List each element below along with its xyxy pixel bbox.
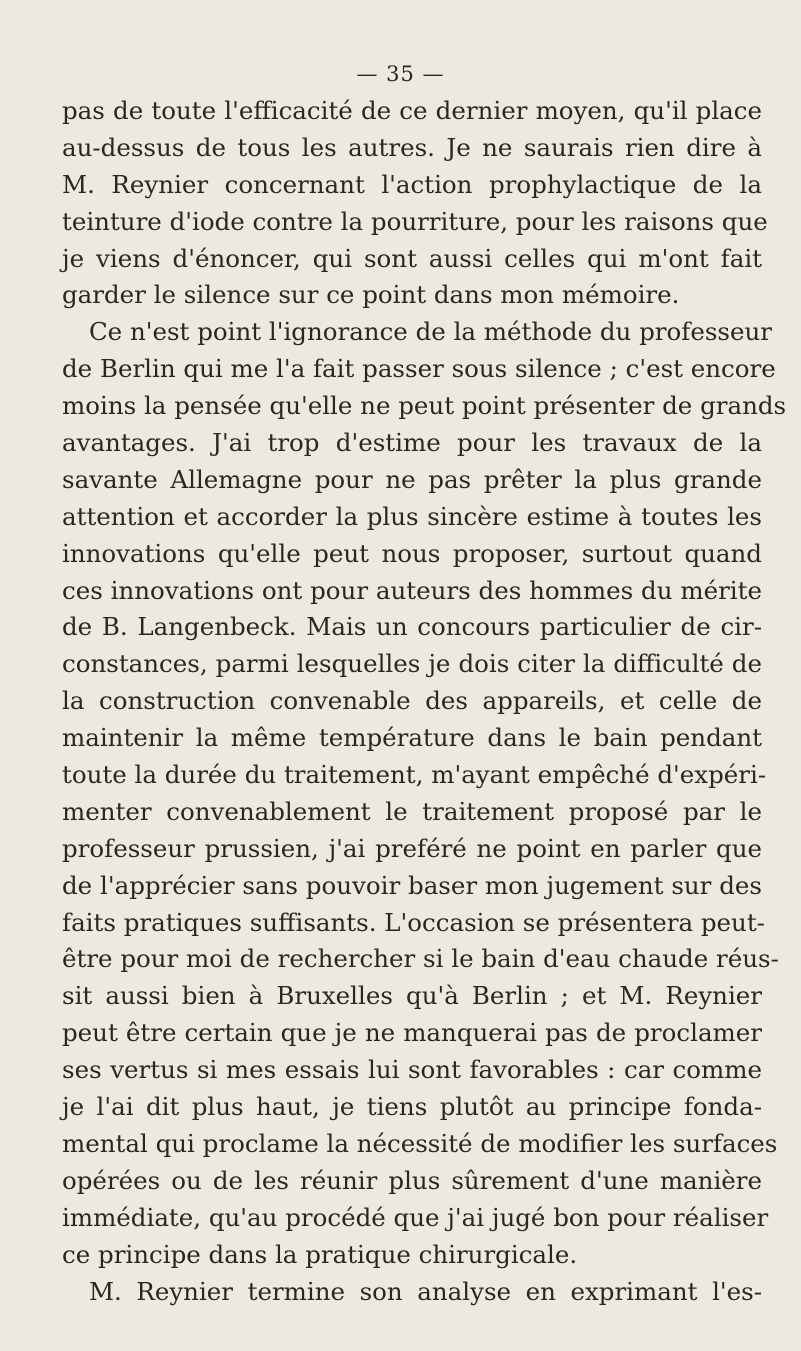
text-line: attention et accorder la plus sincère estime à toutes les <box>62 501 762 531</box>
paragraph-start-line: Ce n'est point l'ignorance de la méthode du professeur <box>88 317 772 347</box>
text-line: peut être certain que je ne manquerai pas de proclamer <box>62 1018 762 1048</box>
text-line: savante Allemagne pour ne pas prêter la plus grande <box>62 464 762 494</box>
text-line: je l'ai dit plus haut, je tiens plutôt au principe fonda- <box>62 1092 762 1122</box>
page-number: — 35 — <box>356 62 445 86</box>
text-line: de Berlin qui me l'a fait passer sous silence ; c'est encore <box>62 354 776 384</box>
text-line: constances, parmi lesquelles je dois citer la difficulté de <box>62 649 762 679</box>
text-line: menter convenablement le traitement proposé par le <box>62 796 762 826</box>
body-text <box>62 93 787 1310</box>
text-line: ses vertus si mes essais lui sont favorables : car comme <box>62 1055 762 1085</box>
text-line: de l'apprécier sans pouvoir baser mon jugement sur des <box>62 870 762 900</box>
text-line: teinture d'iode contre la pourriture, pour les raisons que <box>62 206 768 236</box>
text-line: ce principe dans la pratique chirurgicale. <box>62 1239 578 1269</box>
text-line: pas de toute l'efficacité de ce dernier moyen, qu'il place <box>62 96 762 125</box>
text-line: garder le silence sur ce point dans mon mémoire. <box>62 280 680 310</box>
text-line: moins la pensée qu'elle ne peut point présenter de grands <box>62 391 787 421</box>
text-line: mental qui proclame la nécessité de modifier les surfaces <box>62 1128 778 1158</box>
text-line: immédiate, qu'au procédé que j'ai jugé bon pour réaliser <box>62 1202 769 1232</box>
text-line: faits pratiques suffisants. L'occasion se présentera peut- <box>62 907 765 937</box>
text-line: ces innovations ont pour auteurs des hommes du mérite <box>62 575 762 605</box>
text-line: innovations qu'elle peut nous proposer, surtout quand <box>62 538 762 568</box>
text-line: M. Reynier concernant l'action prophylactique de la <box>62 169 762 199</box>
text-line: de B. Langenbeck. Mais un concours particulier de cir- <box>62 612 762 642</box>
text-line: être pour moi de rechercher si le bain d'eau chaude réus- <box>62 944 779 974</box>
text-line: toute la durée du traitement, m'ayant empêché d'expéri- <box>62 760 767 790</box>
text-line: opérées ou de les réunir plus sûrement d'une manière <box>62 1165 762 1195</box>
text-line: je viens d'énoncer, qui sont aussi celles qui m'ont fait <box>62 243 762 273</box>
paragraph-start-line: M. Reynier termine son analyse en exprimant l'es- <box>88 1276 762 1306</box>
text-line: au-dessus de tous les autres. Je ne saurais rien dire à <box>62 132 762 162</box>
text-line: maintenir la même température dans le bain pendant <box>62 723 762 753</box>
text-line: sit aussi bien à Bruxelles qu'à Berlin ; et M. Reynier <box>62 981 762 1011</box>
text-line: la construction convenable des appareils, et celle de <box>62 686 762 716</box>
text-line: avantages. J'ai trop d'estime pour les travaux de la <box>62 428 762 458</box>
text-line: professeur prussien, j'ai preféré ne point en parler que <box>62 833 762 863</box>
